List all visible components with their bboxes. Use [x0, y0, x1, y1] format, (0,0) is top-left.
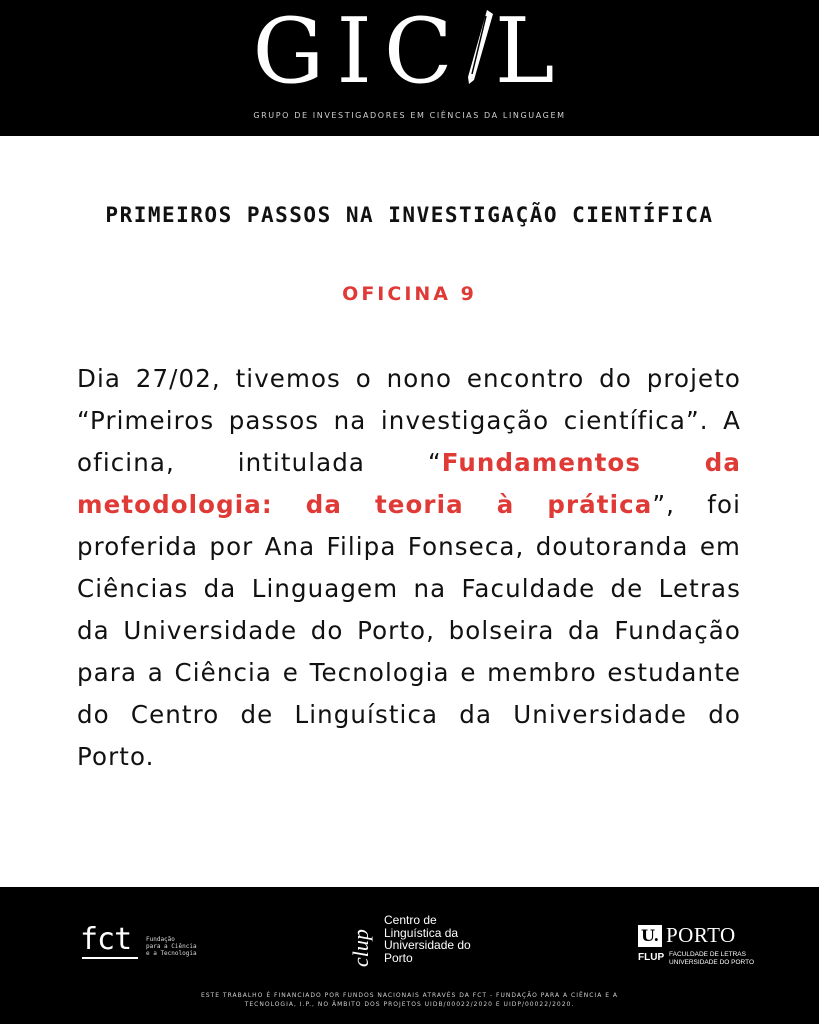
flup-subtitle-line: FACULDADE DE LETRAS — [669, 951, 746, 958]
fct-underline — [82, 957, 138, 959]
clup-logo — [348, 911, 488, 971]
clup-mark-text: clup — [348, 929, 373, 967]
funding-line: TECNOLOGIA, I.P., NO ÂMBITO DOS PROJETOS UIDB/00022/2020 E UIDP/00022/2020. — [244, 1001, 575, 1008]
logo-text-left: GIC — [252, 0, 465, 104]
clup-text-line: Porto — [384, 950, 413, 965]
pen-slash-icon — [465, 6, 495, 106]
body-text-part2: ”, foi proferida por Ana Filipa Fonseca, doutoranda em Ciências da Linguagem na Faculdade de Letras da Universidade do Porto, bolseira da Fundação para a Ciência e Tecnologia e membro estudante do Centro de Linguística da Universidade do Porto. — [77, 490, 741, 771]
logo-tagline: GRUPO DE INVESTIGADORES EM CIÊNCIAS DA LINGUAGEM — [253, 111, 566, 120]
body-paragraph — [77, 358, 741, 778]
workshop-title-highlight: Fundamentos da metodologia: da teoria à prática — [77, 448, 741, 519]
funding-line: ESTE TRABALHO É FINANCIADO POR FUNDOS NACIONAIS ATRAVÉS DA FCT - FUNDAÇÃO PARA A CIÊNCIA E A — [200, 992, 619, 999]
fct-text-line: e a Tecnologia — [146, 950, 197, 957]
clup-mark-icon — [348, 917, 376, 969]
fct-mark: fct — [80, 922, 132, 957]
flup-subtitle — [669, 951, 754, 967]
header-band — [0, 0, 819, 136]
clup-text-line: Linguística da — [384, 925, 459, 940]
u-box: U. — [638, 925, 662, 947]
flup-subtitle-line: UNIVERSIDADE DO PORTO — [669, 959, 754, 966]
funding-note — [0, 991, 819, 1009]
fct-text-line: Fundação — [146, 936, 175, 943]
clup-text — [384, 914, 471, 964]
fct-text-line: para a Ciência — [146, 943, 197, 950]
porto-wordmark: PORTO — [666, 923, 736, 947]
uporto-logo — [638, 923, 768, 973]
page-title: PRIMEIROS PASSOS NA INVESTIGAÇÃO CIENTÍFICA — [105, 203, 714, 227]
fct-text — [146, 936, 197, 957]
gicl-logo — [0, 2, 819, 102]
clup-text-line: Centro de — [384, 913, 437, 927]
footer-band — [0, 887, 819, 1024]
clup-text-line: Universidade do — [384, 938, 471, 952]
logo-text-right: L — [494, 0, 567, 104]
body-text-part1: Dia 27/02, tivemos o nono encontro do projeto “Primeiros passos na investigação científica”. A oficina, intitulada “ — [77, 364, 741, 477]
flup-label: FLUP — [638, 952, 665, 963]
fct-logo — [80, 923, 210, 967]
workshop-label: OFICINA 9 — [342, 283, 477, 305]
